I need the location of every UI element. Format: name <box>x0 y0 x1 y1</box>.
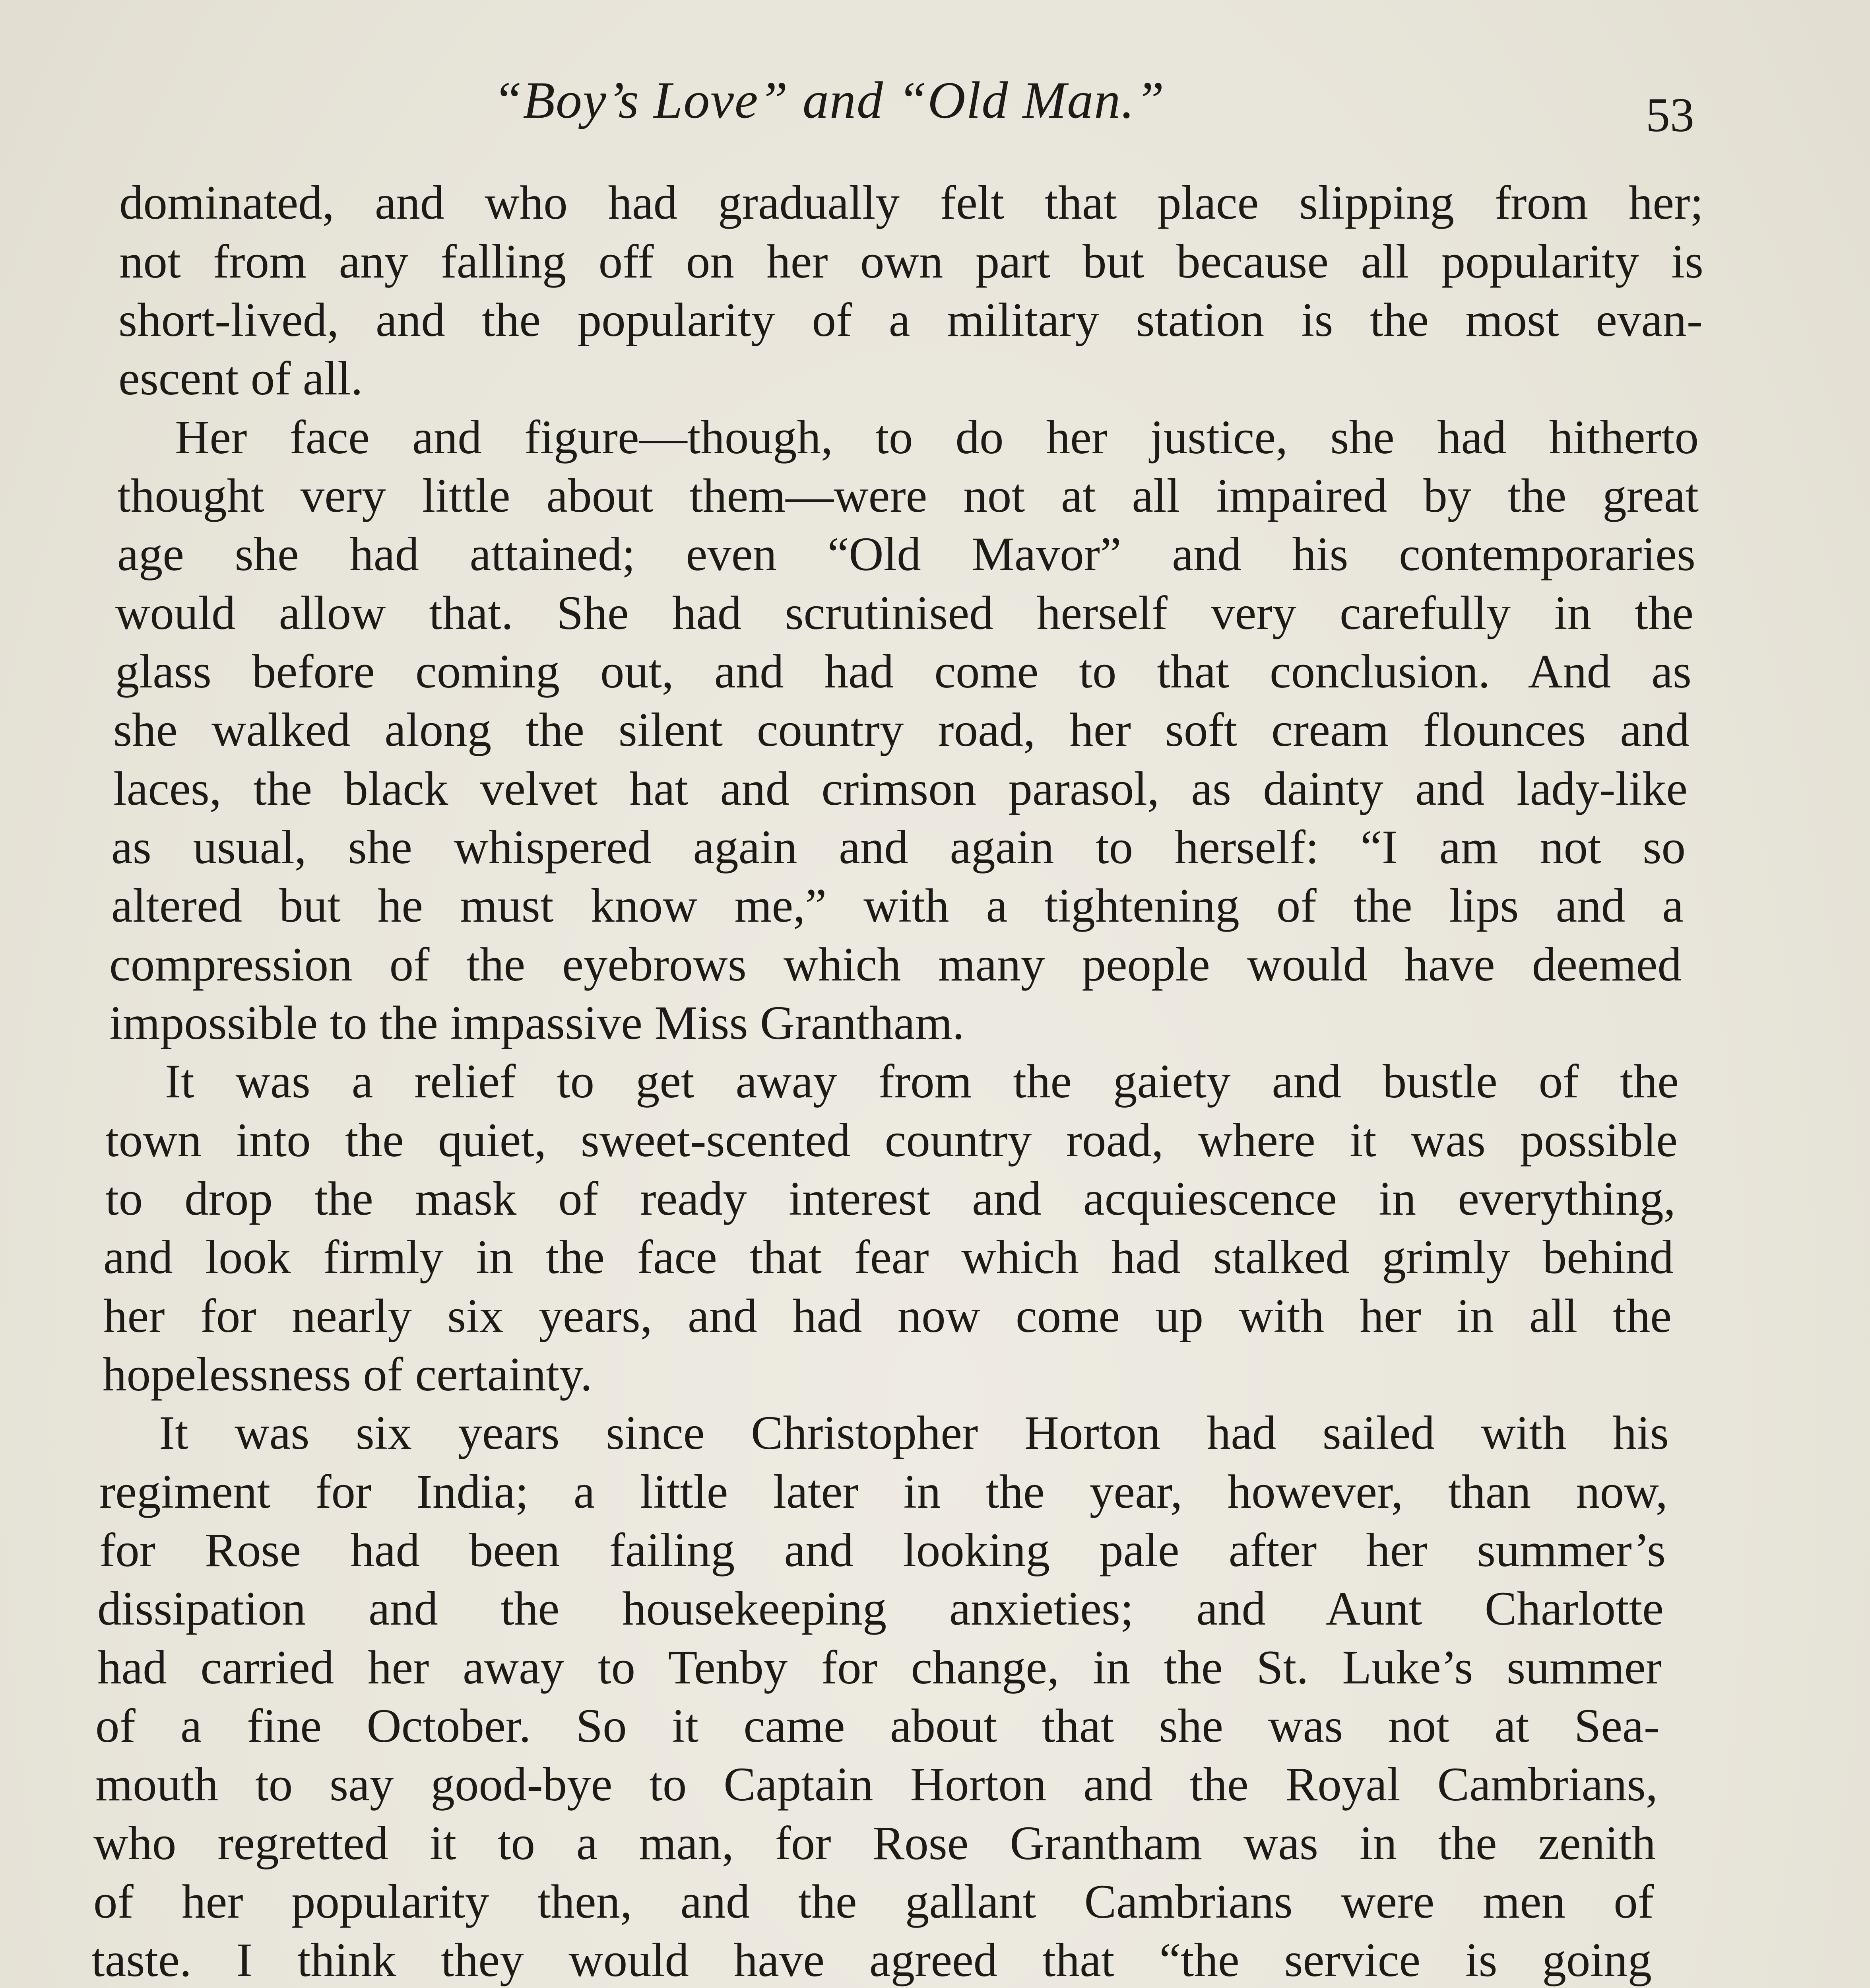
text-line: had carried her away to Tenby for change, in the St. Luke’s summer <box>97 1641 1662 1694</box>
text-line: as usual, she whispered again and again to herself: “I am not so <box>111 821 1686 874</box>
text-line: Her face and figure—though, to do her justice, she had hitherto <box>175 411 1699 464</box>
running-title: “Boy’s Love” and “Old Man.” <box>493 71 1165 129</box>
text-line: dominated, and who had gradually felt that place slipping from her; <box>119 176 1703 229</box>
text-line: escent of all. <box>118 352 363 405</box>
text-line: would allow that. She had scrutinised herself very carefully in the <box>115 586 1693 640</box>
text-line: of her popularity then, and the gallant Cambrians were men of <box>93 1875 1654 1928</box>
text-line: not from any falling off on her own part but because all popularity is <box>119 235 1703 288</box>
text-line: short-lived, and the popularity of a military station is the most evan- <box>118 293 1703 347</box>
text-line: age she had attained; even “Old Mavor” and his contemporaries <box>117 528 1695 581</box>
text-line: hopelessness of certainty. <box>103 1348 593 1401</box>
text-line: It was six years since Christopher Horton had sailed with his <box>159 1406 1669 1460</box>
text-line: who regretted it to a man, for Rose Grantham was in the zenith <box>93 1817 1656 1870</box>
text-line: taste. I think they would have agreed that “the service is going <box>91 1934 1652 1987</box>
page-number: 53 <box>1646 88 1694 142</box>
text-line: altered but he must know me,” with a tightening of the lips and a <box>111 879 1684 932</box>
text-line: of a fine October. So it came about that she was not at Sea- <box>95 1699 1660 1753</box>
text-line: for Rose had been failing and looking pale after her summer’s <box>99 1524 1666 1577</box>
text-line: dissipation and the housekeeping anxieties; and Aunt Charlotte <box>97 1582 1664 1635</box>
text-line: compression of the eyebrows which many people would have deemed <box>109 938 1682 991</box>
text-line: It was a relief to get away from the gaiety and bustle of the <box>165 1055 1679 1108</box>
text-line: glass before coming out, and had come to that conclusion. And as <box>115 645 1692 698</box>
text-line: impossible to the impassive Miss Grantham. <box>109 996 964 1050</box>
text-line: thought very little about them—were not at all impaired by the great <box>117 469 1699 522</box>
text-line: laces, the black velvet hat and crimson parasol, as dainty and lady-like <box>113 762 1688 815</box>
text-line: town into the quiet, sweet-scented country road, where it was possible <box>105 1114 1678 1167</box>
text-line: mouth to say good-bye to Captain Horton and the Royal Cambrians, <box>95 1758 1658 1811</box>
text-line: to drop the mask of ready interest and acquiescence in everything, <box>105 1172 1676 1225</box>
text-line: regiment for India; a little later in the year, however, than now, <box>99 1465 1668 1518</box>
text-line: her for nearly six years, and had now come up with her in all the <box>103 1289 1672 1343</box>
text-line: she walked along the silent country road, her soft cream flounces and <box>113 703 1690 757</box>
text-line: and look firmly in the face that fear which had stalked grimly behind <box>103 1231 1674 1284</box>
